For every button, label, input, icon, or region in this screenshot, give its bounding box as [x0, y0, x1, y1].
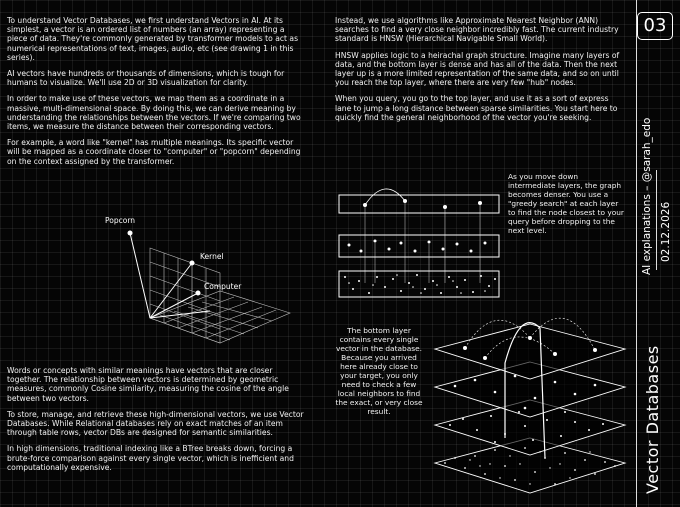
paragraph-kernel-example: For example, a word like "kernel" has multiple meanings. Its specific vector will be mapped as a coordinate closer to "computer" or "popcorn" depending on the context assigned by the transformer.: [7, 138, 301, 166]
computer-point: [196, 291, 201, 296]
paragraph-dimensions: AI vectors have hundreds or thousands of dimensions, which is tough for humans to visualize. We'll use 2D or 3D visualization for clarity.: [7, 69, 285, 88]
publish-date: 02.12.2026: [660, 201, 672, 262]
iso-layer-1: [435, 324, 625, 379]
top-layer-box: [339, 195, 499, 213]
sidebar-inner-divider: [656, 170, 657, 270]
series-name: AI explanations: [641, 194, 653, 275]
paragraph-hnsw-structure: HNSW applies logic to a heirachal graph structure. Imagine many layers of data, and the bottom layer is dense and has all of the data. Then the next layer up is a more limited representation of the same data, and so on until you reach the top layer, where there are very few "hub" nodes.: [335, 50, 620, 88]
paragraph-vectors-definition: To understand Vector Databases, we first understand Vectors in AI. At its simplest, a vector is an ordered list of numbers (an array) representing a piece of data. They're commonly generated by transformer models to act as numerical representations of text, images, audio, etc (see drawing 1 in this series).: [7, 16, 299, 62]
greedy-search-caption: As you move down intermediate layers, the graph becomes denser. You use a "greedy search" at each layer to find the node closest to your query before dropping to the next level.: [508, 172, 624, 235]
ann-text-block: [335, 16, 625, 129]
paragraph-cosine-similarity: Words or concepts with similar meanings have vectors that are closer together. The relationship between vectors is determined by geometric measures, commonly Cosine similarity, measuring the cosine of the angle between two vectors.: [7, 366, 289, 403]
computer-label: Computer: [204, 282, 242, 291]
paragraph-query-top-layer: When you query, you go to the top layer, and use it as a sort of express lane to jump a long distance between sparse similarities. You start here to quickly find the general neighborhood of the vector you're seeking.: [335, 94, 618, 122]
paragraph-ann: Instead, we use algorithms like Approximate Nearest Neighbor (ANN) searches to find a very close neighbor incredibly fast. The current industry standard is HNSW (Hierarchical Navigable Small World).: [335, 16, 619, 44]
series-number-badge: 03: [637, 12, 673, 40]
similarity-text-block: [7, 366, 307, 479]
middle-layer-nodes: [348, 240, 487, 253]
paragraph-btree: In high dimensions, traditional indexing like a BTree breaks down, forcing a brute-force comparison against every single vector, which is inefficient and computationally expensive.: [7, 444, 294, 472]
middle-layer-box: [339, 235, 499, 257]
hnsw-isometric-diagram: [425, 288, 635, 503]
paragraph-coordinate-mapping: In order to make use of these vectors, we map them as a coordinate in a massive, multi-dimensional space. By doing this, we can derive meaning by understanding the relationships between the vectors. If we're comparing two items, we measure the distance between their corresponding vectors.: [7, 94, 301, 132]
kernel-label: Kernel: [200, 252, 224, 261]
popcorn-point: [128, 231, 133, 236]
intro-text-block: [7, 16, 307, 173]
bottom-layer-caption: The bottom layer contains every single vector in the database. Because you arrived here already close to your target, you only need to check a few local neighbors to find the exact, or very close result.: [335, 326, 423, 416]
paragraph-vector-databases: To store, manage, and retrieve these high-dimensional vectors, we use Vector Databases. While Relational databases rely on exact matches of an item through table rows, vector DBs are designed for semantic similarities.: [7, 409, 304, 438]
top-layer-nodes: [363, 199, 482, 209]
kernel-point: [190, 261, 195, 266]
hnsw-layers-flat-diagram: [335, 165, 503, 305]
series-label: [641, 55, 653, 275]
drawing-title: Vector Databases: [643, 345, 662, 494]
author-handle: – @sarah_edo: [641, 117, 653, 191]
sidebar-divider: [636, 0, 637, 507]
perspective-grid: [150, 248, 290, 343]
vector-space-diagram: [60, 203, 360, 353]
popcorn-label: Popcorn: [105, 216, 136, 225]
vector-axes: [130, 233, 210, 318]
